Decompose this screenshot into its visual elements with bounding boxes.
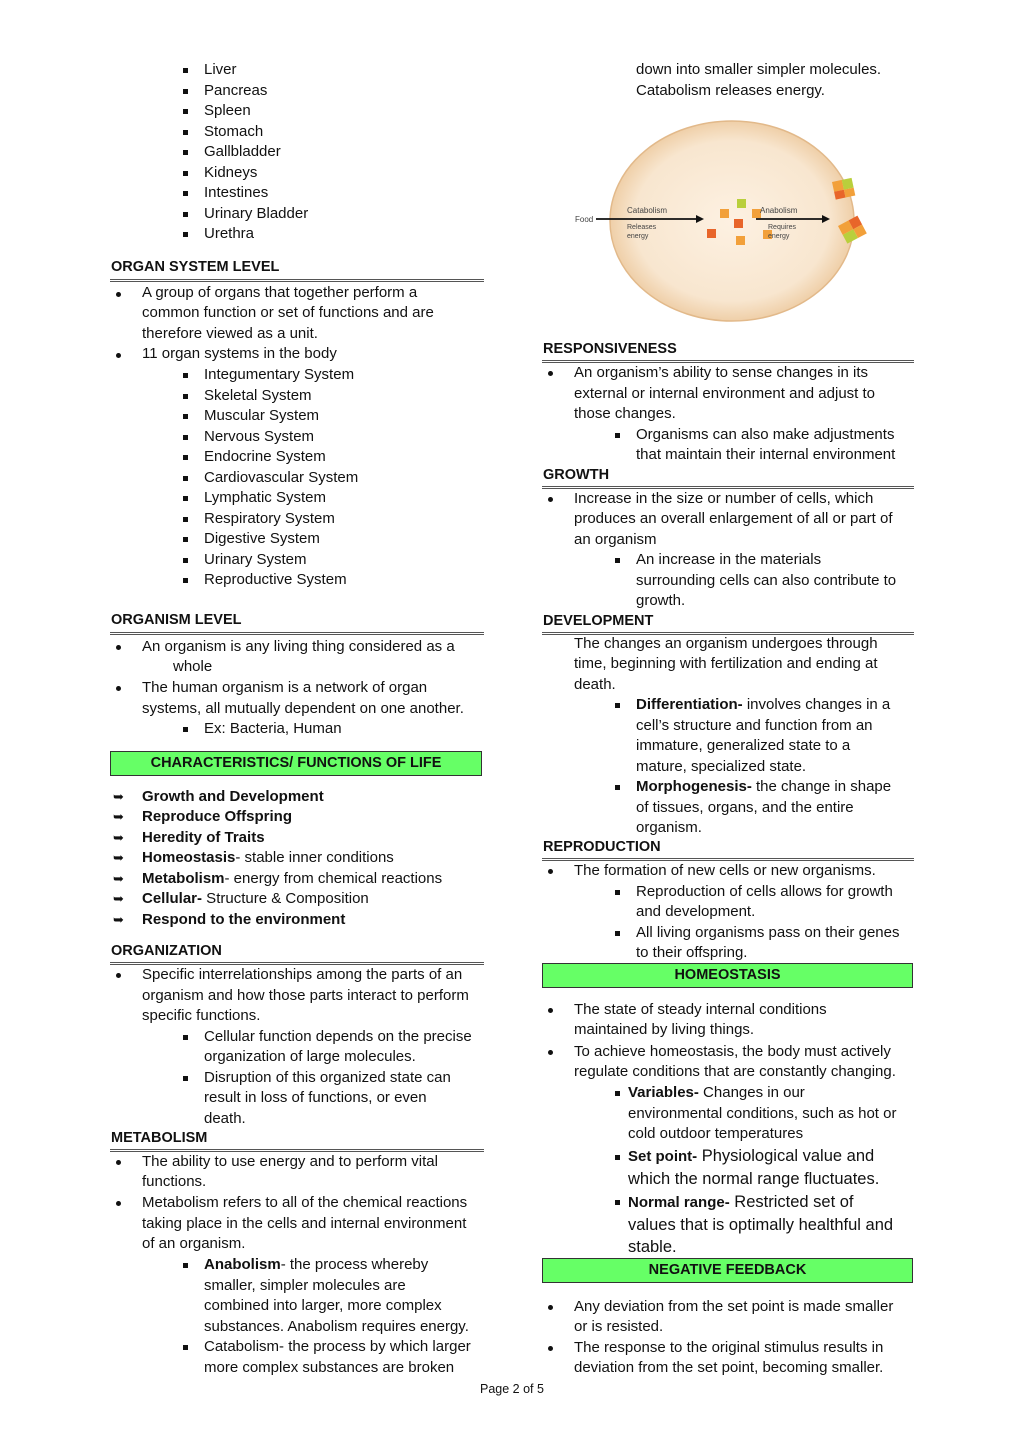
list-item: Cellular- Structure & Composition bbox=[142, 890, 369, 907]
paragraph-line: regulate conditions that are constantly changing. bbox=[574, 1063, 896, 1080]
development-heading: DEVELOPMENT bbox=[543, 613, 654, 629]
pointing-hand-icon: ➥ bbox=[113, 871, 124, 886]
list-item: growth. bbox=[636, 592, 686, 609]
list-item: mature, specialized state. bbox=[636, 758, 807, 775]
list-item: Disruption of this organized state can bbox=[204, 1069, 451, 1086]
list-item: immature, generalized state to a bbox=[636, 737, 851, 754]
list-item: Cardiovascular System bbox=[204, 469, 359, 486]
paragraph-line: Any deviation from the set point is made smaller bbox=[574, 1298, 894, 1315]
pointing-hand-icon: ➥ bbox=[113, 809, 124, 824]
list-item: result in loss of functions, or even bbox=[204, 1089, 427, 1106]
paragraph-line: The human organism is a network of organ bbox=[142, 679, 428, 696]
list-item: Growth and Development bbox=[142, 788, 324, 805]
paragraph-line: or is resisted. bbox=[574, 1318, 664, 1335]
releases-energy-label: energy bbox=[627, 233, 649, 240]
list-item: Muscular System bbox=[204, 407, 320, 424]
list-item: organism. bbox=[636, 819, 702, 836]
paragraph-line: The state of steady internal conditions bbox=[574, 1001, 827, 1018]
paragraph-line: taking place in the cells and internal environment bbox=[142, 1215, 467, 1232]
paragraph-line: Specific interrelationships among the parts of an bbox=[142, 966, 463, 983]
paragraph-line: organism and how those parts interact to perform bbox=[142, 987, 469, 1004]
list-item: Anabolism- the process whereby bbox=[204, 1256, 429, 1273]
pointing-hand-icon: ➥ bbox=[113, 891, 124, 906]
pointing-hand-icon: ➥ bbox=[113, 830, 124, 845]
list-item: Integumentary System bbox=[204, 366, 355, 383]
list-item: Urethra bbox=[204, 225, 255, 242]
list-item: combined into larger, more complex bbox=[204, 1297, 442, 1314]
list-item: and development. bbox=[636, 903, 756, 920]
list-item: Respond to the environment bbox=[142, 911, 346, 928]
paragraph-line: time, beginning with fertilization and ending at bbox=[574, 655, 878, 672]
paragraph-line: 11 organ systems in the body bbox=[142, 345, 337, 362]
list-item: Normal range- Restricted set of bbox=[628, 1193, 854, 1211]
paragraph-line: The response to the original stimulus results in bbox=[574, 1339, 884, 1356]
list-item: environmental conditions, such as hot or bbox=[628, 1105, 897, 1122]
paragraph-line: whole bbox=[173, 658, 213, 675]
list-item: Pancreas bbox=[204, 82, 268, 99]
negative-feedback-title: NEGATIVE FEEDBACK bbox=[542, 1258, 913, 1283]
metabolism-diagram bbox=[570, 118, 880, 324]
paragraph-line: deviation from the set point, becoming smaller. bbox=[574, 1359, 884, 1376]
organism-heading: ORGANISM LEVEL bbox=[111, 612, 242, 628]
list-item: Variables- Changes in our bbox=[628, 1084, 805, 1101]
catabolism-label: Catabolism bbox=[627, 206, 668, 215]
paragraph-line: The changes an organism undergoes through bbox=[574, 635, 878, 652]
list-item: organization of large molecules. bbox=[204, 1048, 416, 1065]
paragraph-line: down into smaller simpler molecules. bbox=[636, 61, 882, 78]
paragraph-line: of an organism. bbox=[142, 1235, 246, 1252]
list-item: Homeostasis- stable inner conditions bbox=[142, 849, 394, 866]
list-item: Spleen bbox=[204, 102, 251, 119]
list-item: Morphogenesis- the change in shape bbox=[636, 778, 892, 795]
paragraph-line: A group of organs that together perform a bbox=[142, 284, 418, 301]
section-rule bbox=[110, 279, 484, 282]
paragraph-line: The ability to use energy and to perform vital bbox=[142, 1153, 438, 1170]
paragraph-line: produces an overall enlargement of all or part of bbox=[574, 510, 893, 527]
list-item: Kidneys bbox=[204, 164, 258, 181]
cell-ellipse bbox=[610, 121, 854, 321]
homeostasis-title: HOMEOSTASIS bbox=[542, 963, 913, 988]
requires-label: Requires bbox=[768, 224, 797, 231]
list-item: Endocrine System bbox=[204, 448, 326, 465]
paragraph-line: Increase in the size or number of cells, which bbox=[574, 490, 874, 507]
list-item: An increase in the materials bbox=[636, 551, 822, 568]
list-item: Reproduction of cells allows for growth bbox=[636, 883, 893, 900]
anabolism-label: Anabolism bbox=[760, 206, 798, 215]
list-item: All living organisms pass on their genes bbox=[636, 924, 900, 941]
paragraph-line: those changes. bbox=[574, 405, 676, 422]
characteristics-title: CHARACTERISTICS/ FUNCTIONS OF LIFE bbox=[110, 751, 482, 776]
list-item: death. bbox=[204, 1110, 246, 1127]
paragraph-line: Catabolism releases energy. bbox=[636, 82, 825, 99]
list-item: that maintain their internal environment bbox=[636, 446, 896, 463]
list-item: Ex: Bacteria, Human bbox=[204, 720, 342, 737]
list-item: Nervous System bbox=[204, 428, 315, 445]
list-item: which the normal range fluctuates. bbox=[628, 1170, 880, 1188]
list-item: Cellular function depends on the precise bbox=[204, 1028, 472, 1045]
list-item: Digestive System bbox=[204, 530, 320, 547]
list-item: cold outdoor temperatures bbox=[628, 1125, 804, 1142]
paragraph-line: The formation of new cells or new organisms. bbox=[574, 862, 876, 879]
food-label: Food bbox=[575, 215, 594, 224]
list-item: values that is optimally healthful and bbox=[628, 1216, 894, 1234]
paragraph-line: systems, all mutually dependent on one another. bbox=[142, 700, 464, 717]
organization-heading: ORGANIZATION bbox=[111, 943, 222, 959]
paragraph-line: An organism’s ability to sense changes in its bbox=[574, 364, 869, 381]
releases-label: Releases bbox=[627, 224, 657, 231]
list-item: Metabolism- energy from chemical reactions bbox=[142, 870, 443, 887]
paragraph-line: specific functions. bbox=[142, 1007, 261, 1024]
list-item: cell’s structure and function from an bbox=[636, 717, 873, 734]
paragraph-line: maintained by living things. bbox=[574, 1021, 755, 1038]
page-number: Page 2 of 5 bbox=[480, 1382, 544, 1396]
list-item: Lymphatic System bbox=[204, 489, 326, 506]
list-item: stable. bbox=[628, 1238, 677, 1256]
list-item: Set point- Physiological value and bbox=[628, 1147, 875, 1165]
paragraph-line: an organism bbox=[574, 531, 657, 548]
paragraph-line: To achieve homeostasis, the body must actively bbox=[574, 1043, 891, 1060]
growth-heading: GROWTH bbox=[543, 467, 610, 483]
paragraph-line: Metabolism refers to all of the chemical reactions bbox=[142, 1194, 468, 1211]
pointing-hand-icon: ➥ bbox=[113, 789, 124, 804]
list-item: Catabolism- the process by which larger bbox=[204, 1338, 471, 1355]
paragraph-line: common function or set of functions and are bbox=[142, 304, 434, 321]
list-item: Organisms can also make adjustments bbox=[636, 426, 895, 443]
list-item: substances. Anabolism requires energy. bbox=[204, 1318, 469, 1335]
list-item: Urinary System bbox=[204, 551, 307, 568]
list-item: surrounding cells can also contribute to bbox=[636, 572, 897, 589]
paragraph-line: An organism is any living thing considered as a bbox=[142, 638, 455, 655]
list-item: Respiratory System bbox=[204, 510, 335, 527]
requires-energy-label: energy bbox=[768, 233, 790, 240]
list-item: Heredity of Traits bbox=[142, 829, 265, 846]
list-item: smaller, simpler molecules are bbox=[204, 1277, 406, 1294]
list-item: Urinary Bladder bbox=[204, 205, 309, 222]
list-item: to their offspring. bbox=[636, 944, 748, 961]
reproduction-heading: REPRODUCTION bbox=[543, 839, 661, 855]
metabolism-heading: METABOLISM bbox=[111, 1130, 208, 1146]
list-item: Reproductive System bbox=[204, 571, 347, 588]
list-item: more complex substances are broken bbox=[204, 1359, 455, 1376]
list-item: Liver bbox=[204, 61, 237, 78]
list-item: of tissues, organs, and the entire bbox=[636, 799, 854, 816]
list-item: Skeletal System bbox=[204, 387, 312, 404]
list-item: Intestines bbox=[204, 184, 269, 201]
paragraph-line: external or internal environment and adjust to bbox=[574, 385, 876, 402]
list-item: Gallbladder bbox=[204, 143, 281, 160]
list-item: Differentiation- involves changes in a bbox=[636, 696, 891, 713]
section-rule bbox=[110, 632, 484, 635]
responsiveness-heading: RESPONSIVENESS bbox=[543, 341, 677, 357]
list-item: Reproduce Offspring bbox=[142, 808, 293, 825]
paragraph-line: death. bbox=[574, 676, 616, 693]
pointing-hand-icon: ➥ bbox=[113, 912, 124, 927]
list-item: Stomach bbox=[204, 123, 264, 140]
pointing-hand-icon: ➥ bbox=[113, 850, 124, 865]
paragraph-line: therefore viewed as a unit. bbox=[142, 325, 318, 342]
organ-system-heading: ORGAN SYSTEM LEVEL bbox=[111, 259, 280, 275]
paragraph-line: functions. bbox=[142, 1173, 207, 1190]
